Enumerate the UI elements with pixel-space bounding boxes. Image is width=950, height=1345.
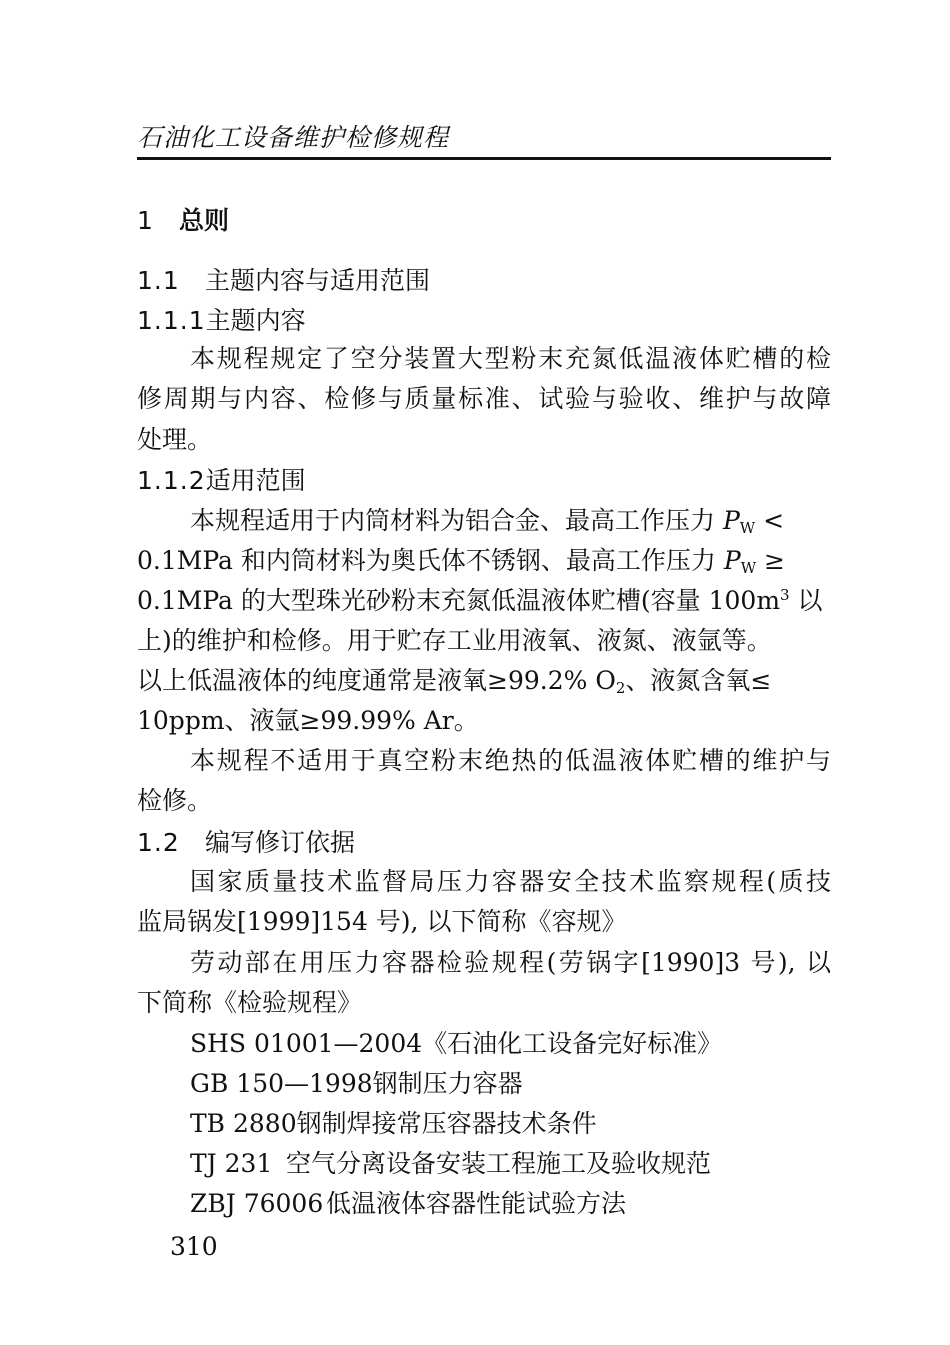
section-number: 1.1.2 <box>137 466 206 495</box>
text-run: 0.1MPa 和内筒材料为奥氏体不锈钢、最高工作压力 <box>137 546 724 575</box>
section-1-1-2-heading <box>137 462 831 500</box>
paragraph-line <box>137 582 831 620</box>
section-1-1-heading <box>137 262 831 300</box>
header-rule <box>137 157 831 160</box>
section-1-heading <box>137 202 831 240</box>
paragraph-line: 下简称《检验规程》 <box>137 988 363 1017</box>
section-title: 适用范围 <box>205 466 306 495</box>
paragraph-line <box>137 662 831 700</box>
paragraph-line: 监局锅发[1999]154 号), 以下简称《容规》 <box>137 907 627 936</box>
standard-title: 低温液体容器性能试验方法 <box>326 1189 627 1218</box>
text-run: ≥ <box>756 546 786 575</box>
section-number: 1.1.1 <box>137 306 206 335</box>
paragraph-line: 处理。 <box>137 425 213 454</box>
text-run: 本规程适用于内筒材料为铝合金、最高工作压力 <box>190 506 723 535</box>
section-title: 主题内容与适用范围 <box>205 266 431 295</box>
text-run: 以 <box>789 586 823 615</box>
paragraph-line: 10ppm、液氩≥99.99% Ar。 <box>137 706 479 735</box>
standard-code: GB 150—1998 <box>190 1069 373 1098</box>
standard-title: 钢制焊接常压容器技术条件 <box>296 1109 597 1138</box>
standard-code: ZBJ 76006 <box>190 1189 324 1218</box>
standard-item <box>190 1025 831 1063</box>
pressure-symbol: P <box>723 546 741 575</box>
standard-item <box>190 1065 831 1103</box>
paragraph-line <box>190 502 831 540</box>
standard-title: 钢制压力容器 <box>372 1069 523 1098</box>
section-number: 1.2 <box>137 828 180 857</box>
section-title: 总则 <box>179 206 230 235</box>
paragraph-line: 上)的维护和检修。用于贮存工业用液氧、液氮、液氩等。 <box>137 626 772 655</box>
section-1-1-1-heading <box>137 302 831 340</box>
standard-code: TB 2880 <box>190 1109 297 1138</box>
subscript: W <box>739 519 756 537</box>
standard-title: 空气分离设备安装工程施工及验收规范 <box>286 1149 712 1178</box>
text-run: 、液氮含氧≤ <box>625 666 772 695</box>
paragraph-line <box>137 542 831 580</box>
standard-code: SHS 01001—2004 <box>190 1029 423 1058</box>
pressure-symbol: P <box>722 506 740 535</box>
subscript: W <box>740 559 757 577</box>
standard-item <box>190 1185 831 1223</box>
paragraph-line: 检修。 <box>137 786 213 815</box>
paragraph-line: 本规程规定了空分装置大型粉末充氮低温液体贮槽的检 <box>190 344 831 373</box>
standard-item <box>190 1145 831 1183</box>
superscript: 3 <box>780 586 790 604</box>
subscript: 2 <box>615 679 626 697</box>
text-run: < <box>755 506 785 535</box>
page-number: 310 <box>170 1232 218 1261</box>
text-run: 以上低温液体的纯度通常是液氧≥99.2% O <box>137 666 616 695</box>
section-number: 1 <box>137 206 154 235</box>
paragraph-line: 劳动部在用压力容器检验规程(劳锅字[1990]3 号), 以 <box>190 948 831 977</box>
section-number: 1.1 <box>137 266 180 295</box>
paragraph-line: 修周期与内容、检修与质量标准、试验与验收、维护与故障 <box>137 384 831 413</box>
running-header: 石油化工设备维护检修规程 <box>137 123 450 152</box>
standard-code: TJ 231 <box>190 1149 273 1178</box>
section-title: 主题内容 <box>205 306 306 335</box>
standard-title: 《石油化工设备完好标准》 <box>422 1029 723 1058</box>
paragraph-line: 国家质量技术监督局压力容器安全技术监察规程(质技 <box>190 867 831 896</box>
text-run: 0.1MPa 的大型珠光砂粉末充氮低温液体贮槽(容量 100m <box>137 586 781 615</box>
section-title: 编写修订依据 <box>205 828 356 857</box>
paragraph-line: 本规程不适用于真空粉末绝热的低温液体贮槽的维护与 <box>190 746 831 775</box>
standard-item <box>190 1105 831 1143</box>
section-1-2-heading <box>137 824 831 862</box>
